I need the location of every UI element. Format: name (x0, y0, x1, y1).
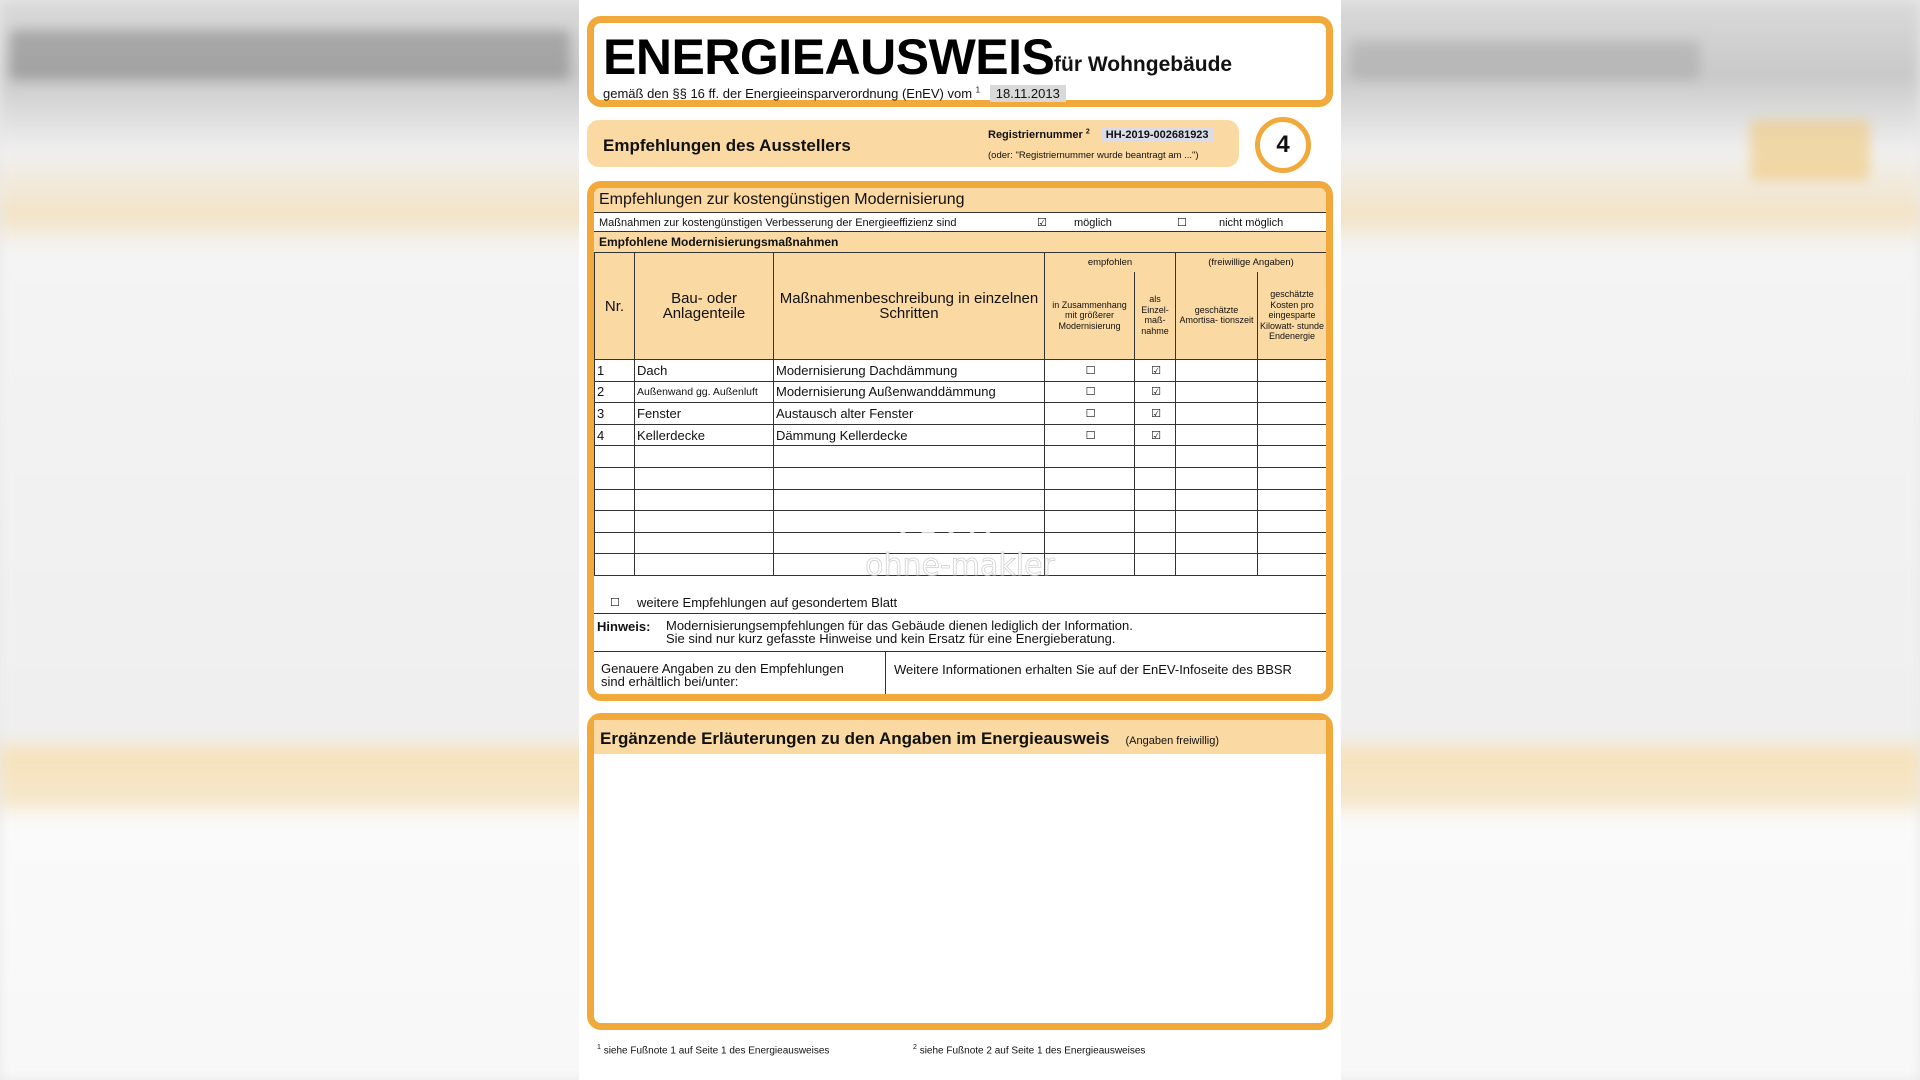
modernisation-frame (587, 181, 1333, 701)
registration-note: (oder: "Registriernummer wurde beantragt am ...") (988, 150, 1199, 161)
cell-cost (1258, 403, 1327, 425)
col-cost: geschätzte Kosten pro eingesparte Kilowatt- stunde Endenergie (1258, 272, 1327, 360)
empty-row (595, 489, 1327, 511)
footnote-2-mark: 2 (913, 1044, 917, 1051)
watermark-text: ohne-makler (865, 548, 1055, 583)
empty-row (595, 446, 1327, 468)
cell-payback (1176, 424, 1258, 446)
footnote-1-mark: 1 (597, 1044, 601, 1051)
backdrop-block (10, 30, 570, 80)
footnote-2 (913, 1044, 1145, 1056)
document-subtitle: für Wohngebäude (1054, 53, 1233, 76)
hint-line: Modernisierungsempfehlungen für das Gebäude dienen lediglich der Information. (666, 618, 1133, 633)
details-left: Genauere Angaben zu den Empfehlungen sind erhältlich bei/unter: (601, 661, 844, 689)
modernisation-title: Empfehlungen zur kostengünstigen Modernisierung (594, 188, 1326, 212)
cell-payback (1176, 403, 1258, 425)
context-checkbox[interactable]: ☐ (1045, 424, 1135, 446)
law-footnote-mark: 1 (975, 85, 981, 95)
registration-footnote-mark: 2 (1085, 128, 1090, 136)
cell-description: Modernisierung Außenwanddämmung (774, 381, 1045, 403)
cell-payback (1176, 381, 1258, 403)
single-checkbox[interactable]: ☑ (1135, 381, 1176, 403)
cell-nr: 4 (595, 424, 635, 446)
notes-frame (587, 713, 1333, 1030)
context-checkbox[interactable]: ☐ (1045, 403, 1135, 425)
cell-payback (1176, 360, 1258, 382)
empty-row (595, 532, 1327, 554)
hint-label: Hinweis: (597, 619, 651, 634)
details-row (594, 652, 1326, 694)
context-checkbox[interactable]: ☐ (1045, 360, 1135, 382)
possible-label: möglich (1074, 217, 1112, 229)
registration-label: Registriernummer (988, 129, 1083, 141)
empty-row (595, 467, 1327, 489)
single-checkbox[interactable]: ☑ (1135, 424, 1176, 446)
notes-title-text: Ergänzende Erläuterungen zu den Angaben im Energieausweis (600, 729, 1110, 748)
col-voluntary: (freiwillige Angaben) (1176, 253, 1327, 272)
not-possible-checkbox[interactable]: ☐ (1177, 217, 1187, 229)
law-reference (603, 85, 1066, 102)
issuer-bar (587, 120, 1239, 167)
col-parts: Bau- oder Anlagenteile (635, 253, 774, 360)
cell-nr: 1 (595, 360, 635, 382)
hint-line: Sie sind nur kurz gefasste Hinweise und kein Ersatz für eine Energieberatung. (666, 631, 1116, 646)
registration-number (988, 128, 1214, 142)
single-checkbox[interactable]: ☑ (1135, 403, 1176, 425)
table-row (595, 403, 1327, 425)
measures-possible-row (594, 212, 1326, 232)
cell-cost (1258, 381, 1327, 403)
col-single-measure: als Einzel- maß- nahme (1135, 272, 1176, 360)
cell-part: Dach (635, 360, 774, 382)
law-date-field: 18.11.2013 (990, 85, 1066, 102)
cell-description: Modernisierung Dachdämmung (774, 360, 1045, 382)
hint-row (594, 614, 1326, 652)
hint-text (666, 619, 1133, 645)
registration-value: HH-2019-002681923 (1101, 128, 1214, 142)
details-right: Weitere Informationen erhalten Sie auf der EnEV-Infoseite des BBSR (894, 662, 1292, 677)
notes-optional: (Angaben freiwillig) (1125, 735, 1220, 747)
more-recommendations-label: weitere Empfehlungen auf gesondertem Blatt (637, 595, 898, 610)
document-title: ENERGIEAUSWEIS (603, 29, 1055, 85)
notes-title (600, 729, 1219, 749)
backdrop-block (1350, 40, 1700, 80)
footnote-1-text: siehe Fußnote 1 auf Seite 1 des Energieausweises (603, 1045, 830, 1057)
cell-nr: 3 (595, 403, 635, 425)
divider (885, 652, 886, 700)
context-checkbox[interactable]: ☐ (1045, 381, 1135, 403)
footnote-2-text: siehe Fußnote 2 auf Seite 1 des Energieausweises (919, 1045, 1146, 1057)
col-recommended: empfohlen (1045, 253, 1176, 272)
recommended-heading: Empfohlene Modernisierungsmaßnahmen (594, 232, 1326, 252)
table-row (595, 381, 1327, 403)
col-in-context: in Zusammenhang mit größerer Modernisierung (1045, 272, 1135, 360)
cell-description: Dämmung Kellerdecke (774, 424, 1045, 446)
measures-line: Maßnahmen zur kostengünstigen Verbesserung der Energieeffizienz sind (599, 217, 957, 229)
col-nr: Nr. (595, 253, 635, 360)
table-row (595, 424, 1327, 446)
table-row (595, 360, 1327, 382)
empty-row (595, 511, 1327, 533)
col-payback: geschätzte Amortisa- tionszeit (1176, 272, 1258, 360)
document-page (579, 0, 1341, 1080)
header-frame (587, 16, 1333, 107)
page-number-badge: 4 (1255, 117, 1311, 173)
cell-part: Kellerdecke (635, 424, 774, 446)
not-possible-label: nicht möglich (1219, 217, 1284, 229)
cell-nr: 2 (595, 381, 635, 403)
measures-table (594, 252, 1327, 576)
more-recommendations-checkbox[interactable]: ☐ (610, 597, 620, 609)
footnote-1 (597, 1044, 829, 1056)
cell-description: Austausch alter Fenster (774, 403, 1045, 425)
issuer-label: Empfehlungen des Ausstellers (603, 136, 851, 155)
backdrop-block (1750, 120, 1870, 180)
col-description: Maßnahmenbeschreibung in einzelnen Schritten (774, 253, 1045, 360)
empty-row (595, 554, 1327, 576)
single-checkbox[interactable]: ☑ (1135, 360, 1176, 382)
cell-part: Fenster (635, 403, 774, 425)
cell-part: Außenwand gg. Außenluft (635, 381, 774, 403)
possible-checkbox[interactable]: ☑ (1037, 217, 1047, 229)
notes-header (594, 720, 1326, 754)
more-recommendations-row (594, 592, 1326, 614)
cell-cost (1258, 360, 1327, 382)
law-text: gemäß den §§ 16 ff. der Energieeinsparverordnung (EnEV) vom (603, 86, 973, 101)
cell-cost (1258, 424, 1327, 446)
